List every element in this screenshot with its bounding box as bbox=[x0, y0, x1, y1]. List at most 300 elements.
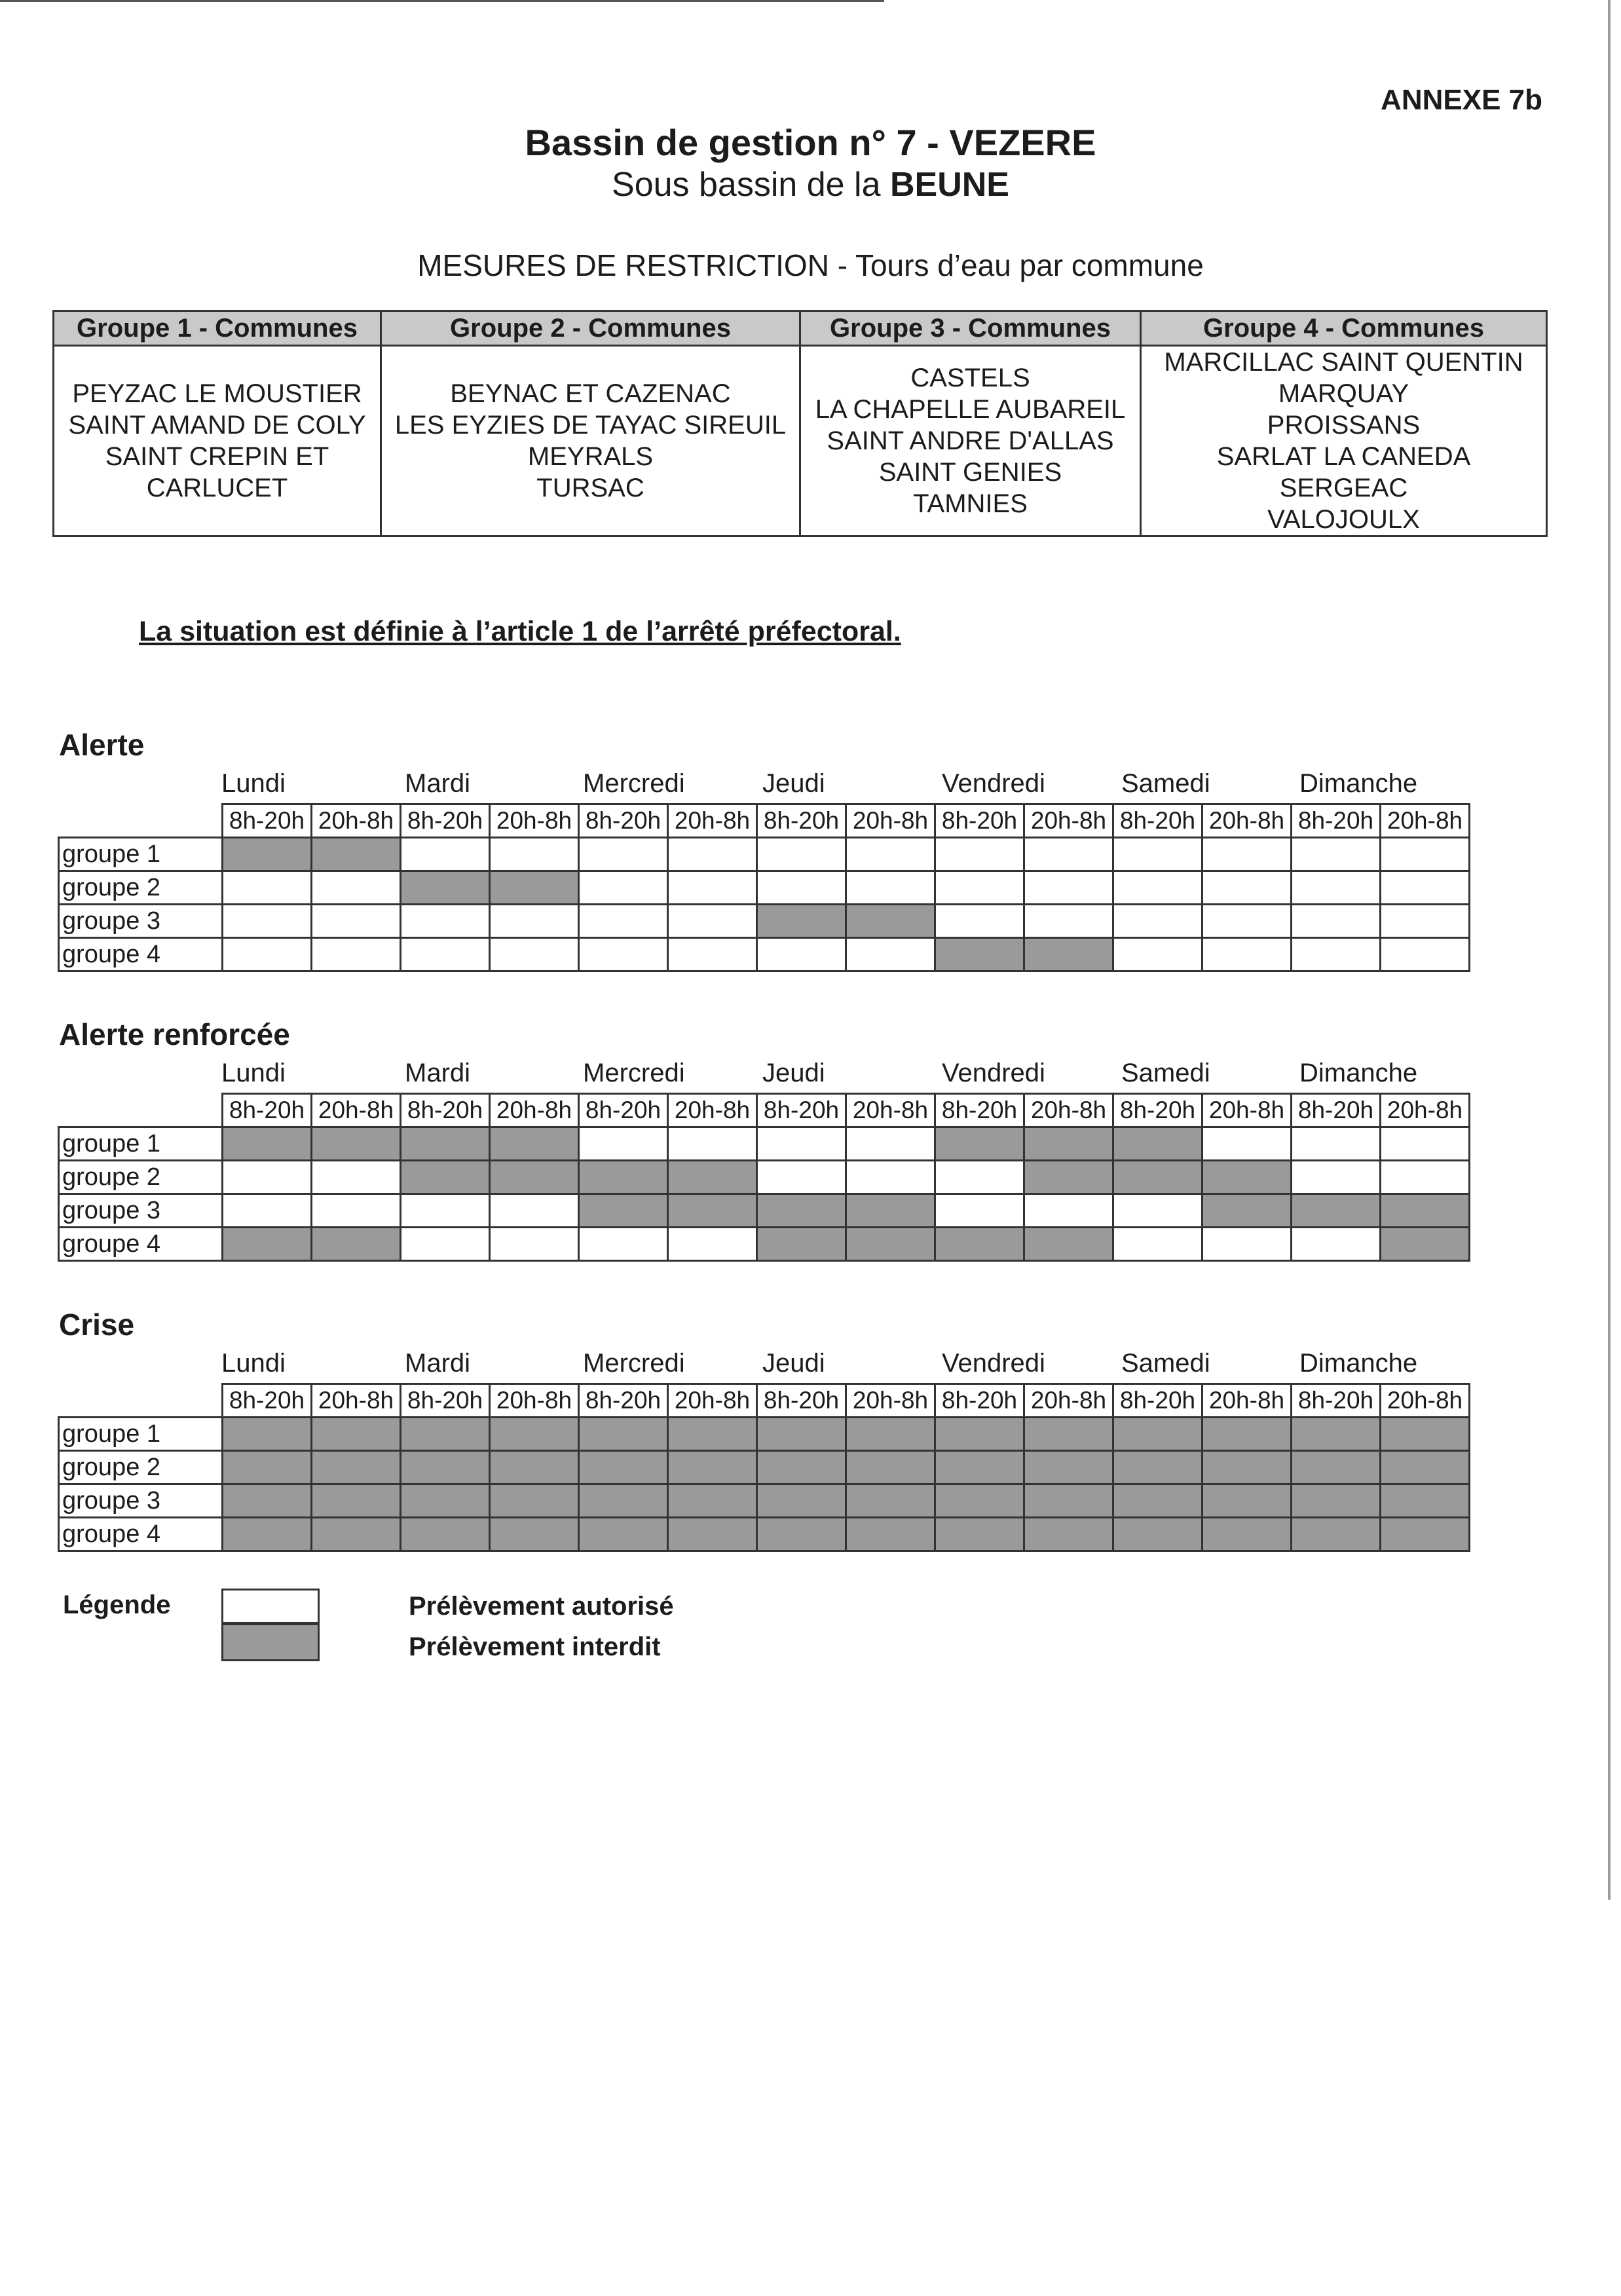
cell-authorized bbox=[1381, 838, 1470, 871]
cell-forbidden bbox=[846, 1451, 935, 1484]
commune: SAINT AMAND DE COLY bbox=[68, 411, 366, 440]
cell-authorized bbox=[579, 905, 668, 938]
cell-authorized bbox=[312, 1194, 401, 1228]
cell-forbidden bbox=[935, 1127, 1024, 1161]
subtitle-prefix: Sous bassin de la bbox=[612, 166, 890, 204]
cell-authorized bbox=[935, 905, 1024, 938]
legend-authorized-label: Prélèvement autorisé bbox=[409, 1592, 674, 1621]
slot-label: 20h-8h bbox=[1381, 1094, 1470, 1127]
cell-forbidden bbox=[846, 1484, 935, 1518]
day-label: Jeudi bbox=[762, 769, 825, 798]
commune: SAINT ANDRE D'ALLAS bbox=[827, 426, 1114, 455]
day-label: Samedi bbox=[1121, 769, 1210, 798]
cell-authorized bbox=[757, 1161, 846, 1194]
cell-forbidden bbox=[1113, 1418, 1202, 1451]
corner-cell bbox=[59, 1384, 223, 1418]
commune: MARQUAY bbox=[1278, 379, 1409, 408]
schedule-row bbox=[59, 1228, 1470, 1261]
day-label: Dimanche bbox=[1299, 1349, 1418, 1378]
day-label: Lundi bbox=[221, 769, 286, 798]
cell-authorized bbox=[1381, 1127, 1470, 1161]
day-label: Lundi bbox=[221, 1059, 286, 1087]
cell-forbidden bbox=[579, 1451, 668, 1484]
cell-forbidden bbox=[1202, 1194, 1292, 1228]
group-label: groupe 4 bbox=[59, 1228, 223, 1261]
cell-authorized bbox=[1024, 1194, 1113, 1228]
slot-label: 20h-8h bbox=[1202, 1094, 1292, 1127]
cell-authorized bbox=[757, 838, 846, 871]
cell-authorized bbox=[935, 871, 1024, 905]
day-label: Mercredi bbox=[583, 1059, 685, 1087]
schedule-row bbox=[59, 838, 1470, 871]
cell-forbidden bbox=[401, 871, 490, 905]
cell-forbidden bbox=[1292, 1484, 1381, 1518]
cell-forbidden bbox=[846, 1194, 935, 1228]
schedule-row bbox=[59, 905, 1470, 938]
slot-label: 8h-20h bbox=[1292, 1384, 1381, 1418]
cell-authorized bbox=[223, 1194, 312, 1228]
cell-forbidden bbox=[1292, 1518, 1381, 1551]
cell-forbidden bbox=[1202, 1518, 1292, 1551]
group-label: groupe 3 bbox=[59, 1484, 223, 1518]
cell-authorized bbox=[312, 938, 401, 971]
cell-authorized bbox=[846, 1127, 935, 1161]
subtitle-bold: BEUNE bbox=[889, 166, 1009, 204]
schedule-row bbox=[59, 1418, 1470, 1451]
cell-forbidden bbox=[579, 1418, 668, 1451]
legend-title: Légende bbox=[63, 1590, 171, 1619]
group-label: groupe 2 bbox=[59, 871, 223, 905]
cell-forbidden bbox=[223, 1484, 312, 1518]
cell-authorized bbox=[1113, 938, 1202, 971]
cell-authorized bbox=[401, 1194, 490, 1228]
slot-label: 8h-20h bbox=[1292, 1094, 1381, 1127]
cell-authorized bbox=[401, 938, 490, 971]
day-label: Vendredi bbox=[942, 1059, 1045, 1087]
cell-forbidden bbox=[1202, 1161, 1292, 1194]
cell-authorized bbox=[1202, 1127, 1292, 1161]
slot-label: 8h-20h bbox=[223, 1384, 312, 1418]
cell-forbidden bbox=[757, 1228, 846, 1261]
communes-group-2 bbox=[381, 346, 800, 536]
cell-forbidden bbox=[1024, 1228, 1113, 1261]
commune: BEYNAC ET CAZENAC bbox=[450, 379, 731, 408]
cell-authorized bbox=[935, 838, 1024, 871]
cell-authorized bbox=[668, 1228, 757, 1261]
day-label: Dimanche bbox=[1299, 769, 1418, 798]
cell-authorized bbox=[846, 871, 935, 905]
cell-forbidden bbox=[223, 1451, 312, 1484]
cell-forbidden bbox=[1381, 1518, 1470, 1551]
cell-authorized bbox=[490, 1228, 579, 1261]
cell-forbidden bbox=[223, 1418, 312, 1451]
slot-label: 8h-20h bbox=[579, 804, 668, 838]
slot-label: 8h-20h bbox=[579, 1094, 668, 1127]
cell-forbidden bbox=[757, 905, 846, 938]
commune: CASTELS bbox=[910, 364, 1030, 392]
cell-forbidden bbox=[1113, 1451, 1202, 1484]
cell-forbidden bbox=[490, 1451, 579, 1484]
cell-forbidden bbox=[1292, 1194, 1381, 1228]
cell-authorized bbox=[935, 1194, 1024, 1228]
cell-forbidden bbox=[935, 1484, 1024, 1518]
cell-forbidden bbox=[1113, 1518, 1202, 1551]
day-label: Mercredi bbox=[583, 769, 685, 798]
cell-authorized bbox=[579, 1127, 668, 1161]
cell-authorized bbox=[757, 871, 846, 905]
cell-forbidden bbox=[223, 838, 312, 871]
cell-authorized bbox=[579, 1228, 668, 1261]
cell-forbidden bbox=[401, 1127, 490, 1161]
cell-forbidden bbox=[312, 838, 401, 871]
cell-authorized bbox=[1292, 1228, 1381, 1261]
cell-forbidden bbox=[579, 1518, 668, 1551]
cell-forbidden bbox=[1024, 1161, 1113, 1194]
cell-authorized bbox=[668, 871, 757, 905]
cell-forbidden bbox=[490, 1518, 579, 1551]
cell-authorized bbox=[312, 1161, 401, 1194]
cell-forbidden bbox=[935, 938, 1024, 971]
slot-label: 20h-8h bbox=[490, 804, 579, 838]
slot-label: 20h-8h bbox=[490, 1094, 579, 1127]
slot-label: 20h-8h bbox=[668, 1384, 757, 1418]
cell-forbidden bbox=[223, 1228, 312, 1261]
cell-forbidden bbox=[846, 1228, 935, 1261]
cell-authorized bbox=[223, 1161, 312, 1194]
slot-label: 20h-8h bbox=[312, 1384, 401, 1418]
slot-label: 20h-8h bbox=[668, 804, 757, 838]
cell-forbidden bbox=[1113, 1161, 1202, 1194]
slot-label: 20h-8h bbox=[846, 1384, 935, 1418]
cell-authorized bbox=[1113, 871, 1202, 905]
cell-forbidden bbox=[1202, 1451, 1292, 1484]
cell-authorized bbox=[1113, 838, 1202, 871]
cell-authorized bbox=[1113, 1194, 1202, 1228]
cell-authorized bbox=[1292, 938, 1381, 971]
slot-label: 8h-20h bbox=[935, 804, 1024, 838]
slot-label: 20h-8h bbox=[1381, 1384, 1470, 1418]
cell-forbidden bbox=[490, 1127, 579, 1161]
cell-forbidden bbox=[757, 1451, 846, 1484]
cell-authorized bbox=[490, 905, 579, 938]
document-subtitle bbox=[0, 165, 1621, 204]
slot-label: 8h-20h bbox=[579, 1384, 668, 1418]
scan-edge-right bbox=[1608, 0, 1611, 1900]
days-header bbox=[221, 769, 1481, 800]
cell-forbidden bbox=[935, 1228, 1024, 1261]
corner-cell bbox=[59, 804, 223, 838]
cell-forbidden bbox=[1024, 1451, 1113, 1484]
cell-forbidden bbox=[1292, 1418, 1381, 1451]
commune: MEYRALS bbox=[527, 442, 654, 471]
cell-authorized bbox=[757, 1127, 846, 1161]
commune: PROISSANS bbox=[1267, 411, 1421, 440]
situation-note: La situation est définie à l’article 1 de l’arrêté préfectoral. bbox=[139, 616, 901, 647]
schedule-row bbox=[59, 1127, 1470, 1161]
corner-cell bbox=[59, 1094, 223, 1127]
cell-authorized bbox=[1292, 905, 1381, 938]
cell-forbidden bbox=[1024, 1484, 1113, 1518]
cell-forbidden bbox=[490, 1418, 579, 1451]
cell-authorized bbox=[579, 871, 668, 905]
slot-label: 20h-8h bbox=[312, 1094, 401, 1127]
slot-label: 8h-20h bbox=[1292, 804, 1381, 838]
group-label: groupe 2 bbox=[59, 1161, 223, 1194]
cell-authorized bbox=[1113, 905, 1202, 938]
slot-label: 8h-20h bbox=[935, 1384, 1024, 1418]
cell-forbidden bbox=[401, 1484, 490, 1518]
slot-label: 20h-8h bbox=[1024, 1094, 1113, 1127]
cell-forbidden bbox=[1113, 1127, 1202, 1161]
scan-edge-top bbox=[0, 0, 884, 2]
cell-forbidden bbox=[668, 1518, 757, 1551]
group-label: groupe 1 bbox=[59, 1127, 223, 1161]
slot-label: 8h-20h bbox=[401, 804, 490, 838]
slot-header-row bbox=[59, 1094, 1470, 1127]
cell-forbidden bbox=[757, 1194, 846, 1228]
cell-authorized bbox=[490, 938, 579, 971]
schedule-row bbox=[59, 1518, 1470, 1551]
cell-authorized bbox=[401, 838, 490, 871]
slot-label: 8h-20h bbox=[223, 1094, 312, 1127]
slot-label: 20h-8h bbox=[490, 1384, 579, 1418]
cell-forbidden bbox=[1113, 1484, 1202, 1518]
commune: TAMNIES bbox=[913, 489, 1028, 518]
cell-forbidden bbox=[668, 1161, 757, 1194]
cell-authorized bbox=[846, 1161, 935, 1194]
communes-table bbox=[52, 310, 1548, 537]
cell-authorized bbox=[223, 905, 312, 938]
day-label: Jeudi bbox=[762, 1059, 825, 1087]
cell-forbidden bbox=[1381, 1484, 1470, 1518]
group-label: groupe 2 bbox=[59, 1451, 223, 1484]
schedule-row bbox=[59, 871, 1470, 905]
day-label: Vendredi bbox=[942, 769, 1045, 798]
days-header bbox=[221, 1059, 1481, 1090]
schedule-row bbox=[59, 1451, 1470, 1484]
cell-forbidden bbox=[1024, 1518, 1113, 1551]
cell-authorized bbox=[1202, 871, 1292, 905]
cell-forbidden bbox=[935, 1451, 1024, 1484]
slot-label: 8h-20h bbox=[757, 1384, 846, 1418]
cell-forbidden bbox=[579, 1194, 668, 1228]
legend-swatch-forbidden bbox=[221, 1623, 320, 1661]
cell-forbidden bbox=[757, 1518, 846, 1551]
slot-label: 8h-20h bbox=[401, 1094, 490, 1127]
commune: SAINT CREPIN ET bbox=[105, 442, 329, 471]
cell-forbidden bbox=[579, 1161, 668, 1194]
cell-authorized bbox=[401, 905, 490, 938]
cell-authorized bbox=[1292, 1127, 1381, 1161]
cell-forbidden bbox=[401, 1418, 490, 1451]
slot-label: 20h-8h bbox=[846, 1094, 935, 1127]
schedule-row bbox=[59, 1194, 1470, 1228]
commune: LES EYZIES DE TAYAC SIREUIL bbox=[394, 411, 787, 440]
commune: SAINT GENIES bbox=[878, 458, 1062, 487]
cell-forbidden bbox=[757, 1484, 846, 1518]
section-title: Crise bbox=[59, 1308, 135, 1342]
header-group-3: Groupe 3 - Communes bbox=[800, 311, 1141, 346]
cell-forbidden bbox=[312, 1127, 401, 1161]
commune: SERGEAC bbox=[1279, 474, 1408, 502]
communes-group-3 bbox=[800, 346, 1141, 536]
legend-forbidden-label: Prélèvement interdit bbox=[409, 1632, 661, 1661]
cell-authorized bbox=[1292, 838, 1381, 871]
schedule-row bbox=[59, 1161, 1470, 1194]
cell-authorized bbox=[490, 838, 579, 871]
cell-authorized bbox=[1024, 905, 1113, 938]
commune: TURSAC bbox=[536, 474, 644, 502]
cell-forbidden bbox=[1024, 938, 1113, 971]
day-label: Mardi bbox=[405, 1059, 471, 1087]
cell-authorized bbox=[846, 938, 935, 971]
cell-forbidden bbox=[1381, 1228, 1470, 1261]
slot-label: 20h-8h bbox=[846, 804, 935, 838]
schedule-table bbox=[58, 803, 1470, 972]
header-group-1: Groupe 1 - Communes bbox=[54, 311, 381, 346]
cell-forbidden bbox=[935, 1518, 1024, 1551]
cell-forbidden bbox=[1292, 1451, 1381, 1484]
cell-forbidden bbox=[312, 1484, 401, 1518]
commune: MARCILLAC SAINT QUENTIN bbox=[1164, 348, 1523, 377]
slot-label: 8h-20h bbox=[757, 804, 846, 838]
commune: VALOJOULX bbox=[1267, 505, 1420, 534]
cell-authorized bbox=[935, 1161, 1024, 1194]
cell-forbidden bbox=[223, 1518, 312, 1551]
cell-authorized bbox=[1113, 1228, 1202, 1261]
cell-authorized bbox=[312, 905, 401, 938]
group-label: groupe 4 bbox=[59, 1518, 223, 1551]
cell-forbidden bbox=[668, 1418, 757, 1451]
days-header bbox=[221, 1349, 1481, 1380]
slot-header-row bbox=[59, 1384, 1470, 1418]
slot-label: 8h-20h bbox=[223, 804, 312, 838]
slot-label: 8h-20h bbox=[1113, 1094, 1202, 1127]
cell-forbidden bbox=[757, 1418, 846, 1451]
cell-forbidden bbox=[668, 1451, 757, 1484]
group-label: groupe 3 bbox=[59, 905, 223, 938]
cell-authorized bbox=[1381, 871, 1470, 905]
cell-authorized bbox=[757, 938, 846, 971]
slot-label: 20h-8h bbox=[668, 1094, 757, 1127]
cell-authorized bbox=[668, 905, 757, 938]
day-label: Samedi bbox=[1121, 1059, 1210, 1087]
group-label: groupe 3 bbox=[59, 1194, 223, 1228]
cell-forbidden bbox=[401, 1518, 490, 1551]
slot-label: 20h-8h bbox=[1202, 804, 1292, 838]
commune: LA CHAPELLE AUBAREIL bbox=[815, 395, 1126, 424]
cell-authorized bbox=[223, 871, 312, 905]
cell-forbidden bbox=[1202, 1484, 1292, 1518]
group-label: groupe 4 bbox=[59, 938, 223, 971]
section-title: Alerte renforcée bbox=[59, 1017, 290, 1051]
cell-authorized bbox=[1381, 905, 1470, 938]
cell-forbidden bbox=[579, 1484, 668, 1518]
legend-swatch-authorized bbox=[221, 1589, 320, 1624]
day-label: Jeudi bbox=[762, 1349, 825, 1378]
document-title: Bassin de gestion n° 7 - VEZERE bbox=[525, 122, 1096, 163]
cell-forbidden bbox=[223, 1127, 312, 1161]
cell-forbidden bbox=[935, 1418, 1024, 1451]
section-title: Alerte bbox=[59, 728, 145, 762]
slot-label: 8h-20h bbox=[1113, 804, 1202, 838]
day-label: Mardi bbox=[405, 769, 471, 798]
cell-forbidden bbox=[1024, 1418, 1113, 1451]
slot-label: 20h-8h bbox=[1381, 804, 1470, 838]
commune: CARLUCET bbox=[146, 474, 288, 502]
cell-authorized bbox=[1292, 1161, 1381, 1194]
cell-forbidden bbox=[312, 1228, 401, 1261]
commune: SARLAT LA CANEDA bbox=[1216, 442, 1471, 471]
cell-forbidden bbox=[312, 1451, 401, 1484]
cell-forbidden bbox=[1381, 1194, 1470, 1228]
slot-header-row bbox=[59, 804, 1470, 838]
communes-group-1 bbox=[54, 346, 381, 536]
cell-authorized bbox=[223, 938, 312, 971]
communes-group-4 bbox=[1141, 346, 1547, 536]
communes-row bbox=[54, 346, 1547, 536]
slot-label: 8h-20h bbox=[401, 1384, 490, 1418]
cell-forbidden bbox=[846, 905, 935, 938]
cell-forbidden bbox=[1381, 1418, 1470, 1451]
slot-label: 8h-20h bbox=[757, 1094, 846, 1127]
commune: PEYZAC LE MOUSTIER bbox=[72, 379, 362, 408]
slot-label: 8h-20h bbox=[935, 1094, 1024, 1127]
cell-authorized bbox=[668, 1127, 757, 1161]
cell-forbidden bbox=[1381, 1451, 1470, 1484]
cell-authorized bbox=[1202, 938, 1292, 971]
day-label: Mardi bbox=[405, 1349, 471, 1378]
cell-authorized bbox=[579, 838, 668, 871]
cell-authorized bbox=[1381, 1161, 1470, 1194]
cell-forbidden bbox=[1202, 1418, 1292, 1451]
cell-authorized bbox=[312, 871, 401, 905]
cell-authorized bbox=[846, 838, 935, 871]
cell-authorized bbox=[1292, 871, 1381, 905]
communes-header-row bbox=[54, 311, 1547, 346]
schedule-table bbox=[58, 1383, 1470, 1552]
slot-label: 20h-8h bbox=[1024, 1384, 1113, 1418]
cell-authorized bbox=[1202, 1228, 1292, 1261]
cell-forbidden bbox=[312, 1418, 401, 1451]
slot-label: 20h-8h bbox=[312, 804, 401, 838]
cell-authorized bbox=[1381, 938, 1470, 971]
cell-forbidden bbox=[1024, 1127, 1113, 1161]
slot-label: 8h-20h bbox=[1113, 1384, 1202, 1418]
cell-authorized bbox=[1202, 838, 1292, 871]
cell-authorized bbox=[1202, 905, 1292, 938]
cell-forbidden bbox=[490, 871, 579, 905]
cell-authorized bbox=[579, 938, 668, 971]
cell-forbidden bbox=[668, 1194, 757, 1228]
day-label: Mercredi bbox=[583, 1349, 685, 1378]
schedule-table bbox=[58, 1093, 1470, 1262]
header-group-2: Groupe 2 - Communes bbox=[381, 311, 800, 346]
slot-label: 20h-8h bbox=[1024, 804, 1113, 838]
cell-authorized bbox=[490, 1194, 579, 1228]
cell-authorized bbox=[668, 938, 757, 971]
group-label: groupe 1 bbox=[59, 838, 223, 871]
cell-forbidden bbox=[401, 1451, 490, 1484]
group-label: groupe 1 bbox=[59, 1418, 223, 1451]
cell-forbidden bbox=[312, 1518, 401, 1551]
schedule-row bbox=[59, 938, 1470, 971]
cell-forbidden bbox=[490, 1161, 579, 1194]
cell-forbidden bbox=[846, 1518, 935, 1551]
cell-authorized bbox=[401, 1228, 490, 1261]
cell-forbidden bbox=[668, 1484, 757, 1518]
schedule-row bbox=[59, 1484, 1470, 1518]
